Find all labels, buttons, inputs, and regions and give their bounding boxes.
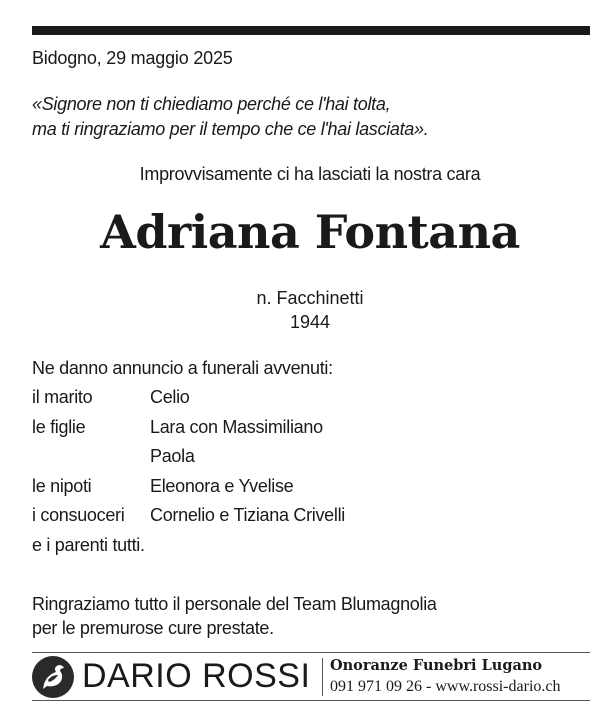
- company-name: Onoranze Funebri Lugano: [330, 657, 543, 674]
- family-names: Eleonora e Yvelise: [150, 475, 294, 496]
- family-names: Lara con Massimiliano: [150, 416, 323, 437]
- quote: [32, 92, 428, 142]
- family-names: Celio: [150, 387, 190, 407]
- maiden-name: n. Facchinetti: [256, 288, 364, 308]
- family-role: il marito: [32, 387, 93, 407]
- family-role: i consuoceri: [32, 505, 125, 525]
- deceased-name: Adriana Fontana: [100, 205, 520, 259]
- footer-rule-bottom: [32, 700, 590, 701]
- quote-line-1: «Signore non ti chiediamo perché ce l'hai tolta,: [32, 94, 391, 114]
- family-names: Paola: [150, 446, 195, 466]
- thanks-line-1: Ringraziamo tutto il personale del Team Blumagnolia: [32, 594, 437, 614]
- thanks-text: [32, 592, 437, 640]
- quote-line-2: ma ti ringraziamo per il tempo che ce l'hai lasciata».: [32, 119, 429, 139]
- brand-name: DARIO ROSSI: [82, 657, 311, 695]
- family-role: le nipoti: [32, 475, 92, 496]
- family-role: e i parenti tutti.: [32, 534, 145, 555]
- family-names: Cornelio e Tiziana Crivelli: [150, 505, 345, 525]
- thanks-line-2: per le premurose cure prestate.: [32, 618, 274, 638]
- company-contact: 091 971 09 26 - www.rossi-dario.ch: [330, 678, 561, 695]
- date-line: Bidogno, 29 maggio 2025: [32, 48, 233, 68]
- footer-divider: [322, 658, 323, 696]
- intro-text: Improvvisamente ci ha lasciati la nostra cara: [139, 164, 481, 184]
- announcement: Ne danno annuncio a funerali avvenuti:: [32, 358, 333, 378]
- top-rule: [32, 26, 590, 35]
- family-role: le figlie: [32, 416, 86, 437]
- dove-icon: [32, 656, 74, 698]
- birth-year: 1944: [289, 312, 331, 332]
